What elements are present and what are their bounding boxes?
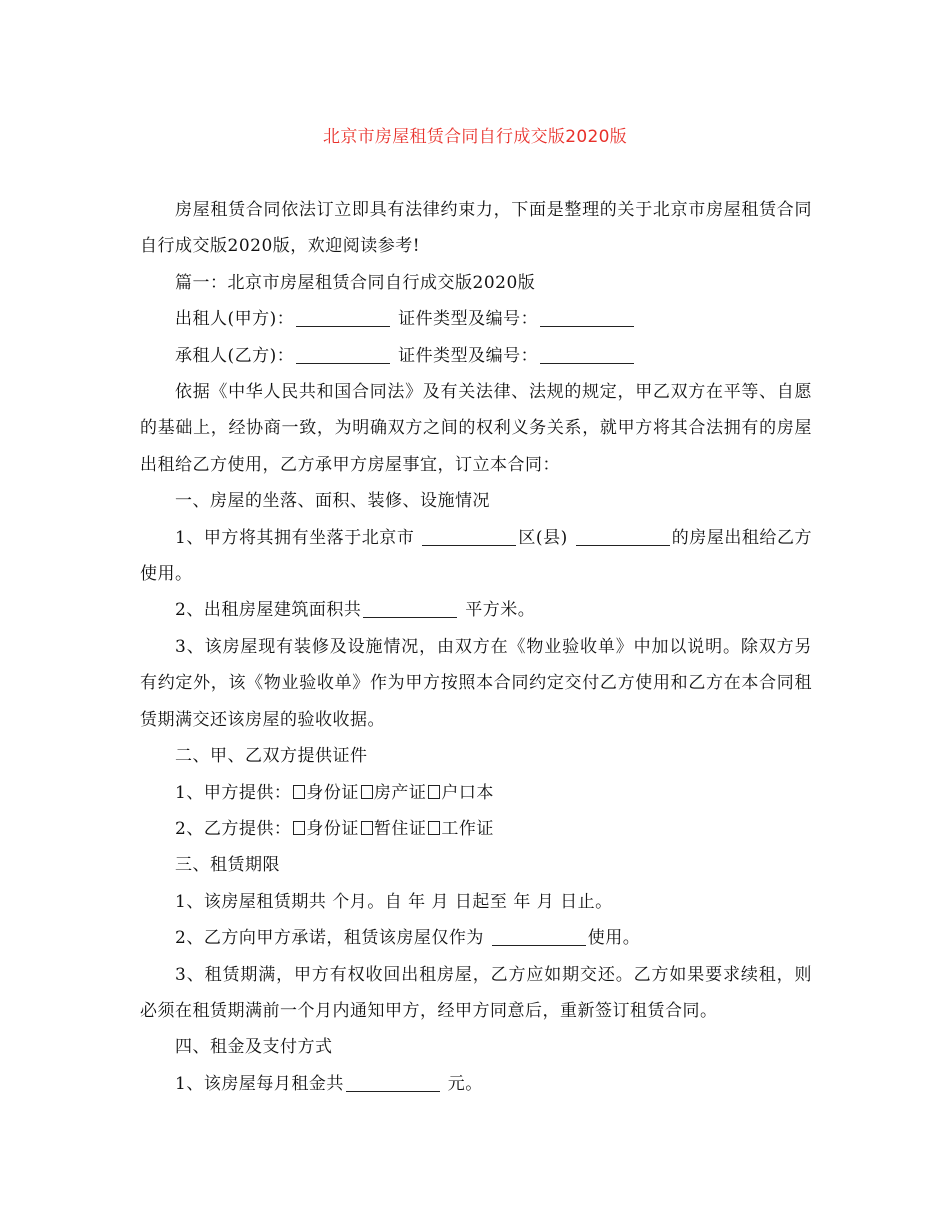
lessor-line	[140, 301, 812, 337]
clause-text: 元。	[447, 1073, 483, 1094]
clause-text: 2、出租房屋建筑面积共	[175, 600, 362, 621]
clause-paragraph	[140, 1066, 812, 1102]
clause-text: 平方米。	[465, 600, 536, 621]
checkbox-label: 身份证	[306, 818, 359, 839]
clause-text: 2、乙方提供：	[175, 818, 292, 839]
chapter-heading: 篇一：北京市房屋租赁合同自行成交版2020版	[175, 272, 536, 293]
preamble-paragraph: 依据《中华人民共和国合同法》及有关法律、法规的规定，甲乙双方在平等、自愿的基础上，经协商一致，为明确双方之间的权利义务关系，就甲方将其合法拥有的房屋出租给乙方使用，乙方承甲方房屋事宜，订立本合同：	[140, 382, 812, 475]
section-heading: 二、甲、乙双方提供证件	[175, 746, 368, 767]
lessee-label: 承租人(乙方)：	[175, 345, 295, 366]
lessor-name-blank	[296, 306, 390, 327]
lessor-id-label: 证件类型及编号：	[398, 309, 539, 330]
rent-blank	[346, 1071, 440, 1092]
intro-paragraph: 房屋租赁合同依法订立即具有法律约束力，下面是整理的关于北京市房屋租赁合同自行成交版2020版，欢迎阅读参考!	[140, 200, 812, 257]
clause-text: 区(县)	[518, 527, 568, 548]
checkbox-label: 暂住证	[373, 818, 427, 839]
section-heading: 三、租赁期限	[175, 855, 280, 876]
clause-text: 1、该房屋每月租金共	[175, 1073, 344, 1094]
section-heading: 一、房屋的坐落、面积、装修、设施情况	[175, 491, 490, 512]
checkbox[interactable]	[293, 785, 305, 799]
clause-paragraph	[140, 920, 812, 956]
document-body	[140, 192, 812, 1102]
lessee-id-blank	[540, 343, 634, 364]
usage-blank	[492, 925, 586, 946]
clause-text: 1、甲方将其拥有坐落于北京市	[175, 527, 415, 548]
document-title: 北京市房屋租赁合同自行成交版2020版	[323, 127, 627, 147]
clause-text: 1、甲方提供：	[175, 782, 292, 803]
checkbox[interactable]	[428, 785, 440, 799]
checkbox-label: 房产证	[373, 782, 427, 803]
clause-text: 的房屋出租给乙方使用。	[140, 527, 813, 585]
checkbox-label: 身份证	[306, 782, 359, 803]
clause-paragraph	[140, 811, 812, 847]
lessee-line	[140, 338, 812, 374]
checkbox-label: 工作证	[441, 818, 494, 839]
lessee-id-label: 证件类型及编号：	[398, 345, 539, 366]
clause-text: 2、乙方向甲方承诺，租赁该房屋仅作为	[175, 928, 484, 949]
checkbox[interactable]	[428, 821, 440, 835]
section-heading: 四、租金及支付方式	[175, 1037, 333, 1058]
lessor-id-blank	[540, 306, 634, 327]
checkbox[interactable]	[293, 821, 305, 835]
clause-paragraph: 3、租赁期满，甲方有权收回出租房屋，乙方应如期交还。乙方如果要求续租，则必须在租赁期满前一个月内通知甲方，经甲方同意后，重新签订租赁合同。	[140, 964, 812, 1021]
clause-paragraph: 1、该房屋租赁期共 个月。自 年 月 日起至 年 月 日止。	[175, 891, 613, 912]
checkbox[interactable]	[361, 785, 373, 799]
lessor-label: 出租人(甲方)：	[175, 309, 295, 330]
checkbox[interactable]	[361, 821, 373, 835]
clause-paragraph: 3、该房屋现有装修及设施情况，由双方在《物业验收单》中加以说明。除双方另有约定外，该《物业验收单》作为甲方按照本合同约定交付乙方使用和乙方在本合同租赁期满交还该房屋的验收收据。	[140, 636, 812, 730]
lessee-name-blank	[296, 343, 390, 364]
clause-paragraph	[140, 592, 812, 628]
district-blank	[422, 525, 516, 546]
clause-paragraph	[140, 520, 812, 593]
checkbox-label: 户口本	[441, 782, 494, 803]
area-blank	[363, 597, 457, 618]
clause-paragraph	[140, 775, 812, 811]
clause-text: 使用。	[587, 928, 641, 949]
address-blank	[576, 525, 670, 546]
